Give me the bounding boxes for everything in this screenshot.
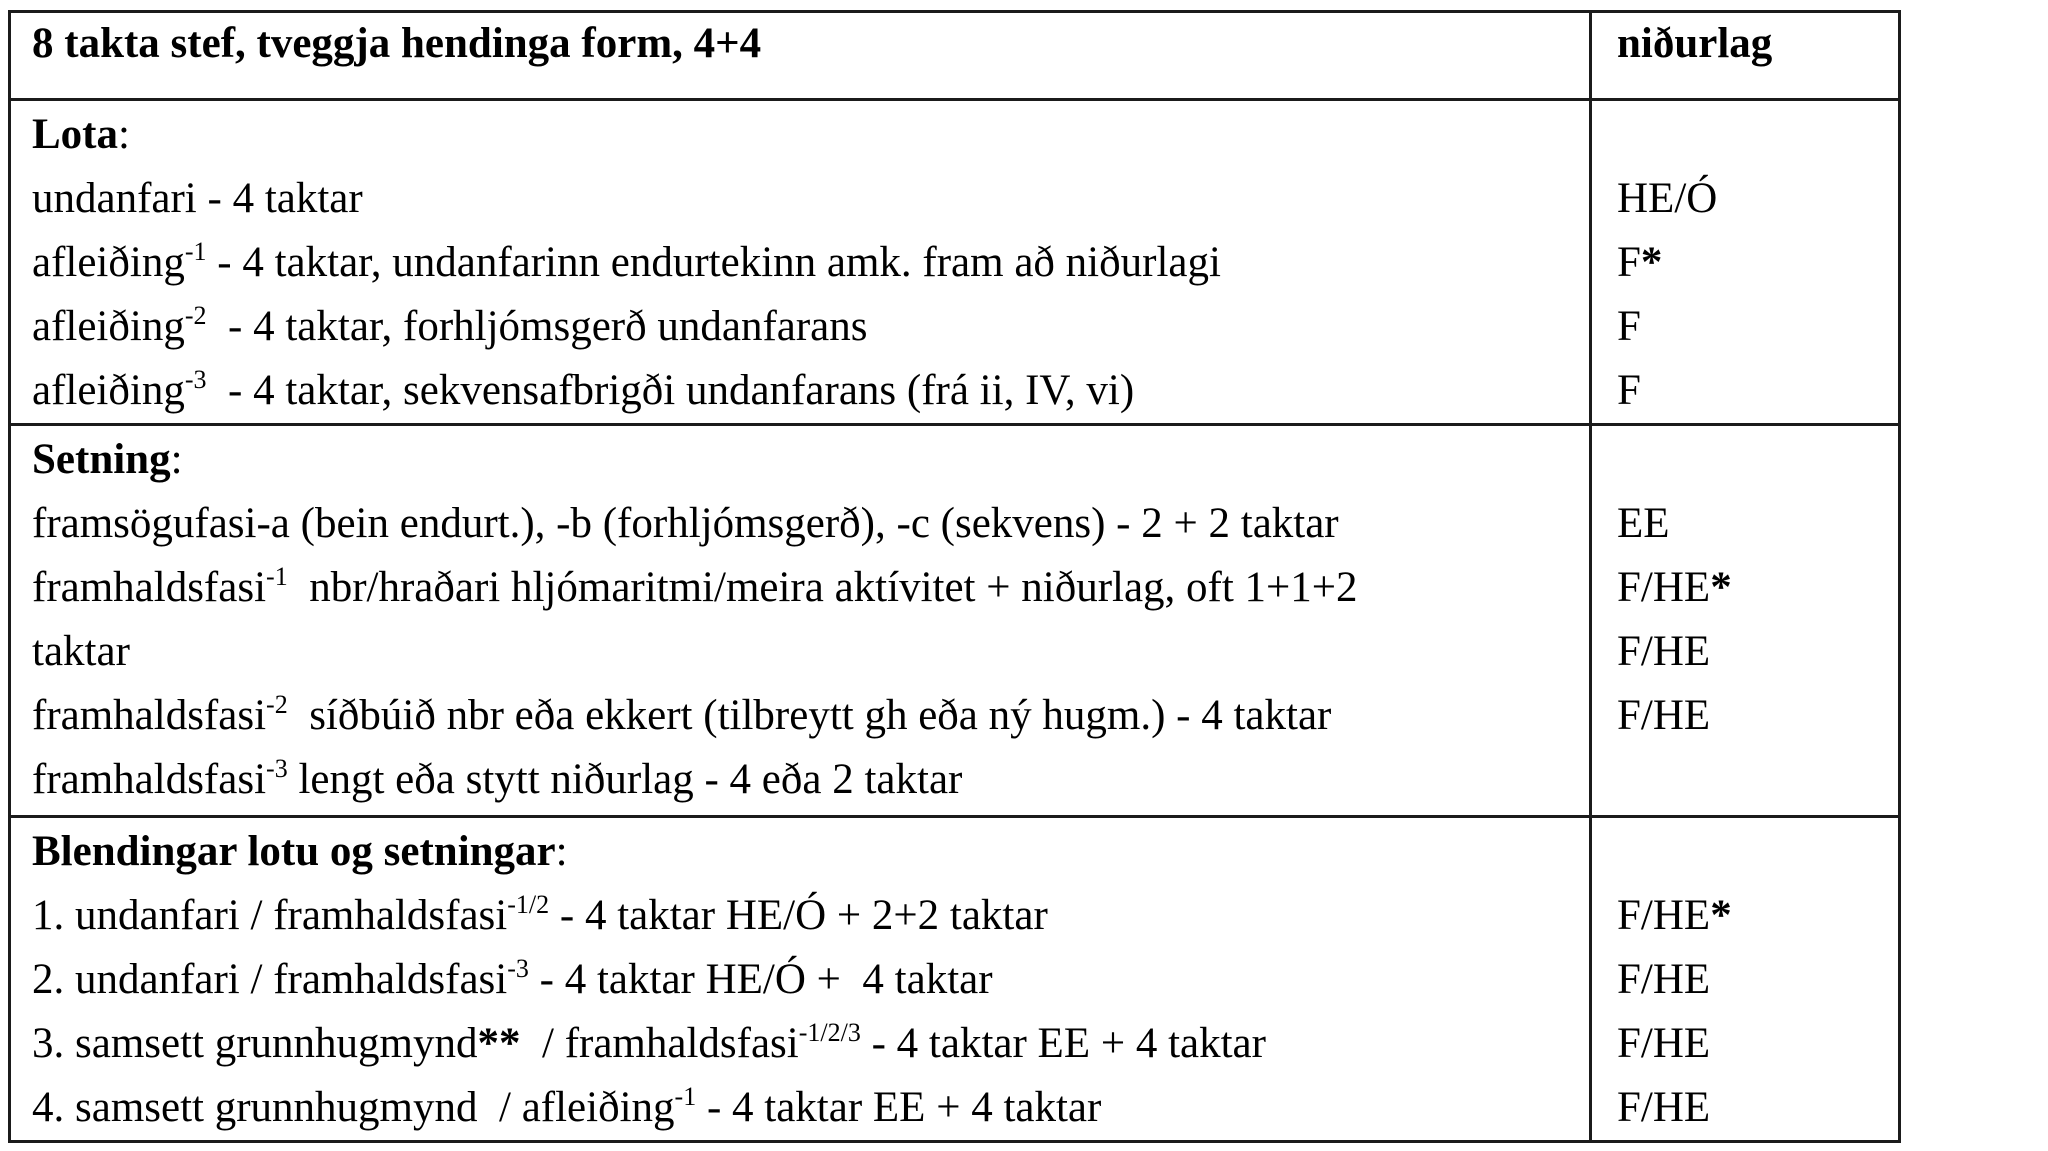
text-segment: 4. samsett grunnhugmynd / afleiðing bbox=[32, 1084, 675, 1131]
text-segment: - 4 taktar, forhljómsgerð undanfarans bbox=[206, 303, 868, 350]
text-line bbox=[32, 359, 1589, 423]
text-line bbox=[1617, 620, 1898, 684]
text-segment: - 4 taktar HE/Ó + 4 taktar bbox=[528, 956, 993, 1003]
text-segment: framhaldsfasi bbox=[32, 692, 267, 739]
text-segment: undanfari - 4 taktar bbox=[32, 175, 363, 222]
text-line bbox=[1617, 1012, 1898, 1076]
text-segment: - 4 taktar, sekvensafbrigði undanfarans (frá ii, IV, vi) bbox=[206, 367, 1135, 414]
text-segment: - 4 taktar EE + 4 taktar bbox=[696, 1084, 1102, 1131]
text-segment: EE bbox=[1617, 500, 1670, 547]
text-line bbox=[32, 492, 1589, 556]
text-line bbox=[1617, 428, 1898, 492]
text-line bbox=[32, 167, 1589, 231]
text-line bbox=[32, 295, 1589, 359]
text-line bbox=[32, 884, 1589, 948]
text-line bbox=[1617, 1076, 1898, 1140]
text-segment: F bbox=[1617, 239, 1641, 286]
text-line bbox=[32, 684, 1589, 748]
header-cell-nidurlag bbox=[1591, 12, 1900, 100]
text-segment: - 4 taktar HE/Ó + 2+2 taktar bbox=[549, 892, 1048, 939]
text-line bbox=[32, 1076, 1589, 1140]
superscript-text: -1 bbox=[674, 1082, 697, 1111]
blendingar-description-cell bbox=[10, 817, 1591, 1142]
text-segment: 8 takta stef, tveggja hendinga form, 4+4 bbox=[32, 20, 762, 67]
text-segment: : bbox=[555, 828, 568, 875]
text-segment: niðurlag bbox=[1617, 20, 1773, 67]
text-segment: F/HE bbox=[1617, 1020, 1711, 1067]
superscript-text: -3 bbox=[184, 365, 207, 394]
text-segment: nbr/hraðari hljómaritmi/meira aktívitet + niðurlag, oft 1+1+2 bbox=[287, 564, 1358, 611]
section-row-blendingar bbox=[10, 817, 1900, 1142]
text-line bbox=[32, 820, 1589, 884]
text-line bbox=[1617, 103, 1898, 167]
text-segment: HE/Ó bbox=[1617, 175, 1718, 222]
text-segment: 2. undanfari / framhaldsfasi bbox=[32, 956, 508, 1003]
blendingar-nidurlag-cell bbox=[1591, 817, 1900, 1142]
setning-nidurlag-cell bbox=[1591, 425, 1900, 817]
text-segment: ** bbox=[477, 1020, 521, 1067]
text-line bbox=[1617, 231, 1898, 295]
text-line bbox=[32, 231, 1589, 295]
text-segment: síðbúið nbr eða ekkert (tilbreytt gh eða ný hugm.) - 4 taktar bbox=[287, 692, 1332, 739]
text-line bbox=[1617, 492, 1898, 556]
text-segment: F/HE bbox=[1617, 956, 1711, 1003]
text-segment: taktar bbox=[32, 628, 130, 675]
text-segment: F/HE bbox=[1617, 692, 1711, 739]
text-line bbox=[1617, 295, 1898, 359]
text-segment: 3. samsett grunnhugmynd bbox=[32, 1020, 478, 1067]
text-segment: F bbox=[1617, 303, 1641, 350]
superscript-text: -1/2/3 bbox=[798, 1018, 861, 1047]
text-segment: F/HE bbox=[1617, 1084, 1711, 1131]
text-segment: afleiðing bbox=[32, 303, 185, 350]
text-line bbox=[32, 556, 1589, 620]
text-segment: Blendingar lotu og setningar bbox=[32, 828, 556, 875]
text-segment: F bbox=[1617, 367, 1641, 414]
superscript-text: -1/2 bbox=[507, 890, 550, 919]
superscript-text: -1 bbox=[184, 237, 207, 266]
text-line bbox=[32, 15, 1589, 95]
text-line bbox=[32, 748, 1589, 812]
text-segment: 1. undanfari / framhaldsfasi bbox=[32, 892, 508, 939]
text-line bbox=[1617, 884, 1898, 948]
text-segment: - 4 taktar, undanfarinn endurtekinn amk. fram að niðurlagi bbox=[206, 239, 1221, 286]
text-line bbox=[1617, 948, 1898, 1012]
section-row-setning bbox=[10, 425, 1900, 817]
text-segment: * bbox=[1710, 564, 1732, 611]
text-segment: F/HE bbox=[1617, 892, 1711, 939]
text-line bbox=[1617, 748, 1898, 812]
superscript-text: -2 bbox=[266, 690, 288, 719]
section-row-lota bbox=[10, 100, 1900, 425]
text-line bbox=[1617, 684, 1898, 748]
theme-form-table bbox=[8, 10, 1901, 1143]
lota-description-cell bbox=[10, 100, 1591, 425]
superscript-text: -1 bbox=[266, 562, 288, 591]
setning-description-cell bbox=[10, 425, 1591, 817]
superscript-text: -3 bbox=[266, 754, 288, 783]
text-line bbox=[32, 948, 1589, 1012]
text-segment: Lota bbox=[32, 111, 118, 158]
superscript-text: -3 bbox=[507, 954, 529, 983]
text-segment: F/HE bbox=[1617, 564, 1711, 611]
text-segment: / framhaldsfasi bbox=[520, 1020, 799, 1067]
text-line bbox=[1617, 167, 1898, 231]
text-segment: afleiðing bbox=[32, 367, 185, 414]
text-line bbox=[32, 620, 1589, 684]
text-segment: - 4 taktar EE + 4 taktar bbox=[860, 1020, 1266, 1067]
text-segment: * bbox=[1710, 892, 1732, 939]
text-segment: framhaldsfasi bbox=[32, 756, 267, 803]
text-segment: framsögufasi-a (bein endurt.), -b (forhljómsgerð), -c (sekvens) - 2 + 2 taktar bbox=[32, 500, 1339, 547]
text-segment: : bbox=[118, 111, 130, 158]
text-line bbox=[32, 428, 1589, 492]
text-line bbox=[1617, 820, 1898, 884]
text-line bbox=[32, 103, 1589, 167]
lota-nidurlag-cell bbox=[1591, 100, 1900, 425]
text-segment: F/HE bbox=[1617, 628, 1711, 675]
text-line bbox=[1617, 359, 1898, 423]
superscript-text: -2 bbox=[184, 301, 207, 330]
text-line bbox=[1617, 15, 1898, 95]
text-line bbox=[1617, 556, 1898, 620]
text-line bbox=[32, 1012, 1589, 1076]
header-row bbox=[10, 12, 1900, 100]
text-segment: Setning bbox=[32, 436, 171, 483]
text-segment: afleiðing bbox=[32, 239, 185, 286]
header-cell-title bbox=[10, 12, 1591, 100]
text-segment: : bbox=[170, 436, 183, 483]
text-segment: framhaldsfasi bbox=[32, 564, 267, 611]
text-segment: lengt eða stytt niðurlag - 4 eða 2 taktar bbox=[287, 756, 963, 803]
text-segment: * bbox=[1640, 239, 1663, 286]
